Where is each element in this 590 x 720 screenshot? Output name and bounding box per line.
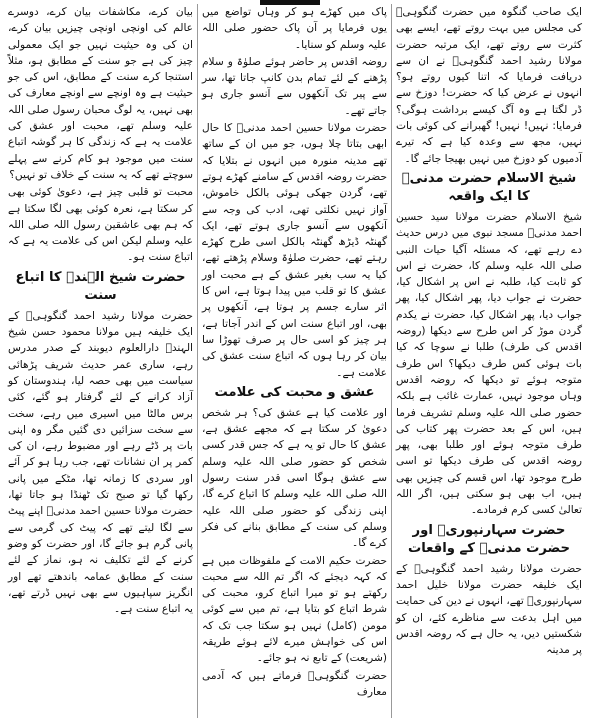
section-heading: شیخ الاسلام حضرت مدنیؒ کا ایک واقعہ	[401, 170, 577, 204]
paragraph: شیخ الاسلام حضرت مولانا سید حسین احمد مدنیؒ مسجد نبوی میں درس حدیث دے رہے تھے، کہ مسئلہ آگیا حیات النبی صلی اللہ علیہ وسلم کا، حضرت نے اس کو ثابت کیا، طلبہ نے اس پر اشکال کیا، حضرت نے جواب دیا، پھر اشکال کیا، پھر جواب دیا، پھر اشکال کیا، حضرت نے یکدم گردن موڑ کر اس طرح سے دیکھا (روضہ اقدس کی طرف) طلبا نے سوچا کہ کیا بات ہوئی کس طرف دیکھا؟ اس طرف متوجہ ہوئے تو دیکھا کہ روضہ اقدس وہاں موجود نہیں، عمارت غائب ہے بلکہ حضور صلی اللہ علیہ وسلم تشریف فرما ہیں، اس کے بعد حضرت پھر کتاب کی طرف متوجہ ہوئے اور طلبا بھی، پھر روضہ اقدس کی طرف دیکھا تو اسی طرح موجود تھا، اس قسم کی چیزیں بھی ہیں، اب بھی ہو سکتی ہیں، اگر اللہ تعالیٰ کسی کرم فرمادے۔	[396, 210, 582, 517]
paragraph: محبت تو قلبی چیز ہے، دعویٰ کوئی بھی کر سکتا ہے، نعرہ کوئی بھی لگا سکتا ہے کہ ہم بھی عاشقین رسول اللہ صلی اللہ علیہ وسلم لیکن اس کی علامت یہ ہے کہ اتباع سنت ہو۔	[8, 186, 193, 264]
paragraph: حضرت گنگوہیؒ فرماتے ہیں کہ آدمی معارف	[202, 669, 387, 698]
paragraph: ایک صاحب گنگوہ میں حضرت گنگوہیؒ کی مجلس میں بہت روتے تھے، ایسے بھی کثرت سے روتے تھے، ایک مرتبہ حضرت مولانا رشید احمد گنگوہیؒ نے ان سے دریافت فرمایا کہ اتنا کیوں روتے ہو؟ انہوں نے عرض کیا کہ حضرت! دوزخ سے ڈر لگتا ہے وہ آگ کیسے برداشت ہوگی؟ فرمایا: نہیں! نہیں! گھبرانے کی کوئی بات نہیں، مجھ سے وعدہ کیا ہے کہ تیرے آدمیوں کو دوزخ میں نہیں بھیجا جائے گا۔	[396, 6, 582, 165]
paragraph: روضہ اقدس پر حاضر ہوئے صلوٰۃ و سلام پڑھنے کے لئے تمام بدن کانپ جاتا تھا، سر سے پیر تک آنکھوں سے آنسو جاری ہو جاتے تھے۔	[202, 55, 387, 117]
top-bar	[260, 0, 320, 5]
paragraph: حضرت حکیم الامت کے ملفوظات میں ہے کہ کہہ دیجئے کہ اگر تم اللہ سے محبت رکھتے ہو تو میرا اتباع کرو، محبت کی شرط اتباع کو بتایا ہے، تم میں سے کوئی مومن (کامل) نہیں ہو سکتا جب تک کہ اس کی خواہش میرے لائے ہوئے طریقہ (شریعت) کے تابع نہ ہو جائے۔	[202, 554, 387, 665]
paragraph: حضرت مولانا رشید احمد گنگوہیؒ کے ایک خلیفہ حضرت مولانا خلیل احمد سہارنپوریؒ تھے، انہوں نے دین کی حمایت میں اہل بدعت سے مناظرے کئے، ان کو شکستیں دیں، یہ حال ہے کہ روضہ اقدس پر مدینہ	[396, 562, 582, 657]
paragraph: حضرت مولانا حسین احمد مدنیؒ کا حال ابھی بتاتا چلا ہوں، جو میں ان کے ساتھ تھے مدینہ منورہ میں انہوں نے بتلایا کہ حضرت روضہ اقدس کے سامنے کھڑے ہوتے تھے، گردن جھکی ہوئی بالکل خاموش، آواز نہیں نکلتی تھی، ادب کی وجہ سے آنکھوں سے آنسو جاری ہوتے تھے، ایک گھنٹہ ڈیڑھ گھنٹہ بالکل اسی طرح کھڑے رہتے تھے، حضرت صلوٰۃ وسلام پڑھتے تھے، کیا یہ سب بغیر عشق کے ہے محبت اور عشق کا تو قلب میں پیدا ہوتا ہے، اس کا اثر سارے جسم پر ہوتا ہے، آنکھوں پر بھی، اور اتباع سنت اس کے اندر آجاتا ہے، ہر چیز کو اسی حال پر صرف تھوڑا سا بیان کر رہا ہوں کہ اتباع سنت عشق کی علامت ہے۔	[202, 122, 387, 379]
column-middle	[198, 4, 392, 718]
section-heading: حضرت شیخ الہندؒ کا اتباع سنت	[15, 269, 186, 303]
section-heading: عشق و محبت کی علامت	[214, 384, 375, 400]
section-heading: حضرت سہارنپوریؒ اور حضرت مدنیؒ کے واقعات	[407, 522, 571, 556]
paragraph: حضرت مولانا رشید احمد گنگوہیؒ کے ایک خلیفہ ہیں مولانا محمود حسن شیخ الہندؒ دارالعلوم دیوبند کے صدر مدرس رہے، ساری عمر حدیث شریف پڑھائی سیاست میں بھی حصہ لیا، ہندوستان کو آزاد کرانے کے لئے گرفتار ہو گئے، کئی برس مالٹا میں اسیری میں رہے، سخت سے سخت سزائیں دی گئیں مگر وہ اپنی بات پر ڈٹے رہے اور مضبوط رہے، ان کی کمر پر ان نشانات تھے، جب رہا ہو کر آئے اور سردی کا زمانہ تھا، مٹکے میں پانی رکھا گیا تو صبح تک ٹھنڈا ہو جاتا تھا، حضرت مولانا حسین احمد مدنیؒ اپنے پیٹ سے لگا لیتے تھے کہ پیٹ کی گرمی سے پانی گرم ہو جائے گا، اور حضرت کو وضو کرنے کے لئے تکلیف نہ ہو، نماز کے لئے سنت کے مطابق عمامہ باندھتے تھے اور انگریز سپاہیوں سے بھی نہیں ڈرتے تھے، یہ اتباع سنت ہے۔	[8, 309, 193, 616]
paragraph: اور علامت کیا ہے عشق کی؟ ہر شخص دعویٰ کر سکتا ہے کہ مجھے عشق ہے، عشق کا حال تو یہ ہے کہ جس قدر کسی شخص کو حضور صلی اللہ علیہ وسلم سے عشق ہوگا اسی قدر سنت رسول اللہ صلی اللہ علیہ وسلم کا اتباع کرے گا، اپنی زندگی کو حضور صلی اللہ علیہ وسلم کی سنت کے مطابق بنانے کی فکر کرے گا۔	[202, 406, 387, 550]
column-left	[4, 4, 198, 718]
column-right	[392, 4, 586, 718]
paragraph: پاک میں کھڑے ہو کر وہاں تواضع میں یوں فرمایا پر آن پاک حضور صلی اللہ علیہ وسلم کو سنایا۔	[202, 6, 387, 51]
paragraph: بیان کرے، مکاشفات بیان کرے، دوسرے عالم کی اونچی اونچی چیزیں بیان کرے، ان کی وہ حیثیت نہیں جو ایک معمولی چیز کی ہے جو سنت کے مطابق ہو، مثلاً استنجا کرے سنت کے مطابق، اس کی جو حیثیت ہے وہ اونچے سے اونچے معارف کی بھی نہیں، یہ لوگ محبان رسول صلی اللہ علیہ وسلم تھے، محبت اور عشق کی علامت یہ ہے کہ زندگی کا ہر گوشہ اتباع سنت میں موجود ہو کام کرنے سے پہلے سوچتے تھے کہ یہ سنت کے خلاف تو نہیں؟	[8, 6, 193, 181]
